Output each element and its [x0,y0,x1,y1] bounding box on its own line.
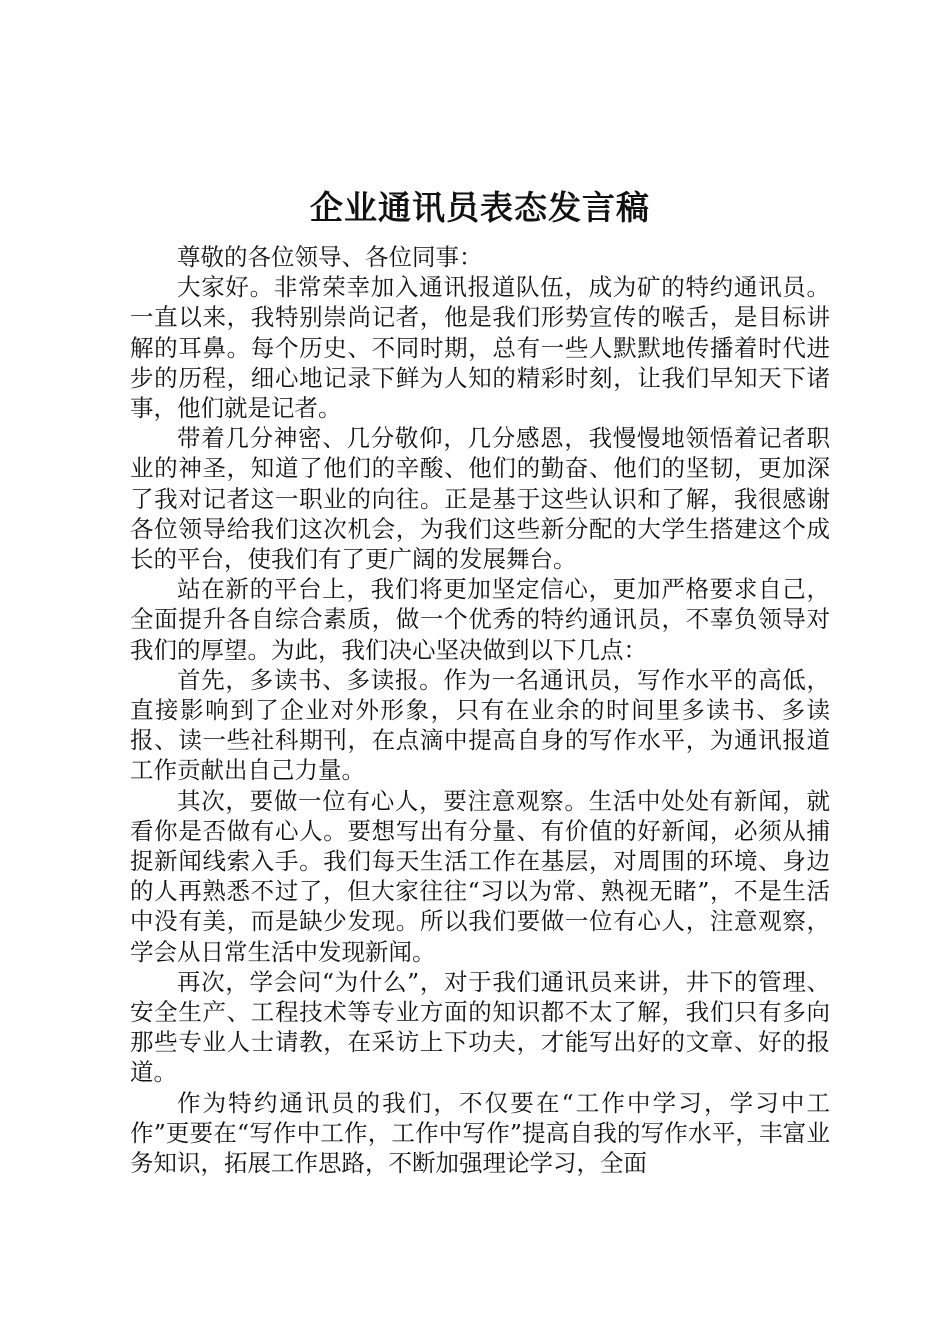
paragraph-7: 作为特约通讯员的我们，不仅要在“工作中学习，学习中工作”更要在“写作中工作，工作中写作”提高自我的写作水平，丰富业务知识，拓展工作思路，不断加强理论学习，全面 [130,1088,830,1178]
paragraph-4: 首先，多读书、多读报。作为一名通讯员，写作水平的高低，直接影响到了企业对外形象，只有在业余的时间里多读书、多读报、读一些社科期刊，在点滴中提高自身的写作水平，为通讯报道工作贡献出自己力量。 [130,665,830,785]
paragraph-2: 带着几分神密、几分敬仰，几分感恩，我慢慢地领悟着记者职业的神圣，知道了他们的辛酸、他们的勤奋、他们的坚韧，更加深了我对记者这一职业的向往。正是基于这些认识和了解，我很感谢各位领导给我们这次机会，为我们这些新分配的大学生搭建这个成长的平台，使我们有了更广阔的发展舞台。 [130,424,830,574]
document-title: 企业通讯员表态发言稿 [310,188,650,227]
document-page [130,180,830,1178]
paragraph-1: 大家好。非常荣幸加入通讯报道队伍，成为矿的特约通讯员。一直以来，我特别崇尚记者，他是我们形势宣传的喉舌，是目标讲解的耳鼻。每个历史、不同时期，总有一些人默默地传播着时代进步的历程，细心地记录下鲜为人知的精彩时刻，让我们早知天下诸事，他们就是记者。 [130,273,830,423]
paragraph-salutation: 尊敬的各位领导、各位同事： [177,243,483,271]
paragraph-5: 其次，要做一位有心人，要注意观察。生活中处处有新闻，就看你是否做有心人。要想写出有分量、有价值的好新闻，必须从捕捉新闻线索入手。我们每天生活工作在基层，对周围的环境、身边的人再熟悉不过了，但大家往往“习以为常、熟视无睹”，不是生活中没有美，而是缺少发现。所以我们要做一位有心人，注意观察，学会从日常生活中发现新闻。 [130,786,830,966]
paragraph-6: 再次，学会问“为什么”，对于我们通讯员来讲，井下的管理、安全生产、工程技术等专业方面的知识都不太了解，我们只有多向那些专业人士请教，在采访上下功夫，才能写出好的文章、好的报道。 [130,967,830,1087]
paragraph-3: 站在新的平台上，我们将更加坚定信心，更加严格要求自己，全面提升各自综合素质，做一个优秀的特约通讯员，不辜负领导对我们的厚望。为此，我们决心坚决做到以下几点： [130,575,830,664]
